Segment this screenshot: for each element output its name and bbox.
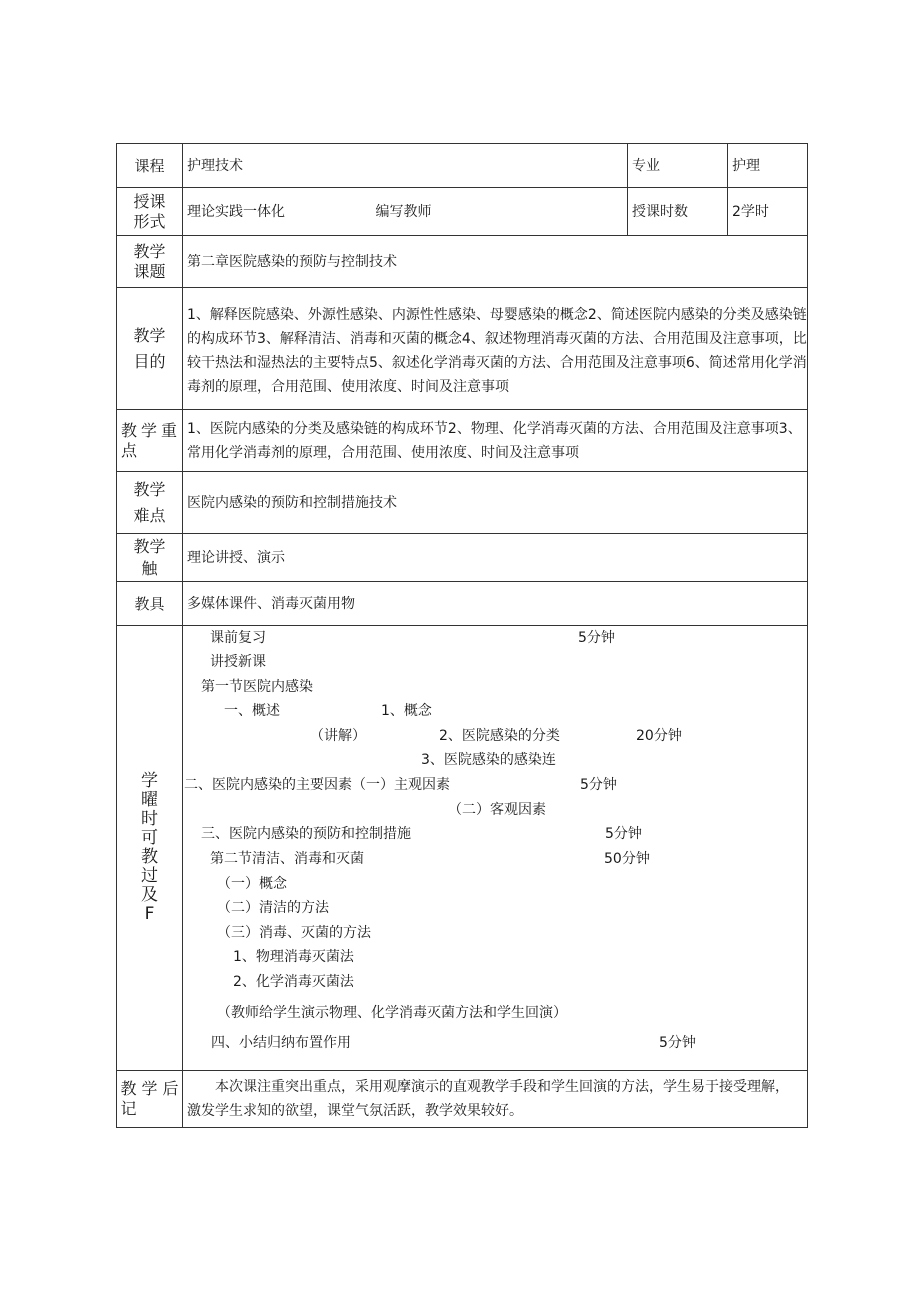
objectives-label: 教学目的 xyxy=(117,288,183,410)
process-line: 第一节医院内感染 xyxy=(201,679,313,695)
row-topic xyxy=(117,236,808,288)
process-line: 三、医院内感染的预防和控制措施 xyxy=(201,826,411,842)
process-line: 讲授新课 xyxy=(210,654,266,670)
process-time: 5分钟 xyxy=(580,777,617,793)
method-value: 理论讲授、演示 xyxy=(183,534,808,582)
objectives-value: 1、解释医院感染、外源性感染、内源性性感染、母婴感染的概念2、简述医院内感染的分类及感染链的构成环节3、解释清洁、消毒和灭菌的概念4、叙述物理消毒灭菌的方法、合用范围及注意事项，比较干热法和湿热法的主要特点5、叙述化学消毒灭菌的方法、合用范围及注意事项6、简述常用化学消毒剂的原理，合用范围、使用浓度、时间及注意事项 xyxy=(183,288,808,410)
row-process xyxy=(117,626,808,1071)
teacher-label: 编写教师 xyxy=(375,203,432,220)
process-line: 二、医院内感染的主要因素（一）主观因素 xyxy=(184,777,450,793)
topic-value: 第二章医院感染的预防与控制技术 xyxy=(183,236,808,288)
process-line: 3、医院感染的感染连 xyxy=(421,752,556,768)
process-line: （讲解） xyxy=(310,728,366,744)
course-value: 护理技术 xyxy=(183,144,628,188)
process-line: 四、小结归纳布置作用 xyxy=(211,1035,351,1051)
row-course xyxy=(117,144,808,188)
topic-label: 教学课题 xyxy=(117,236,183,288)
reflection-value: 本次课注重突出重点，采用观摩演示的直观教学手段和学生回演的方法，学生易于接受理解，激发学生求知的欲望，课堂气氛活跃，教学效果较好。 xyxy=(183,1071,808,1128)
process-line: 一、概述 xyxy=(224,703,280,719)
process-line: 2、化学消毒灭菌法 xyxy=(233,974,354,990)
format-value: 理论实践一体化 xyxy=(187,203,285,220)
process-time: 5分钟 xyxy=(605,826,642,842)
process-line: （二）清洁的方法 xyxy=(217,900,329,916)
row-key-points xyxy=(117,410,808,472)
major-label: 专业 xyxy=(628,144,728,188)
hours-label: 授课时数 xyxy=(628,188,728,236)
method-label: 教学触 xyxy=(117,534,183,582)
course-label: 课程 xyxy=(117,144,183,188)
process-line: 1、概念 xyxy=(381,703,432,719)
process-line: （三）消毒、灭菌的方法 xyxy=(217,925,371,941)
tools-value: 多媒体课件、消毒灭菌用物 xyxy=(183,582,808,626)
difficulty-value: 医院内感染的预防和控制措施技术 xyxy=(183,472,808,534)
process-line: （一）概念 xyxy=(217,876,287,892)
process-time: 20分钟 xyxy=(636,728,682,744)
major-value: 护理 xyxy=(728,144,808,188)
row-objectives xyxy=(117,288,808,410)
process-time: 50分钟 xyxy=(604,851,650,867)
process-line: 2、医院感染的分类 xyxy=(439,728,560,744)
reflection-label: 教学后记 xyxy=(117,1071,183,1128)
format-cell xyxy=(183,188,628,236)
hours-value: 2学时 xyxy=(728,188,808,236)
row-tools xyxy=(117,582,808,626)
key-points-label: 教学重点 xyxy=(117,410,183,472)
process-cell xyxy=(183,626,808,1071)
process-line: 1、物理消毒灭菌法 xyxy=(233,949,354,965)
row-difficulty xyxy=(117,472,808,534)
process-label: 学曜时可教过及F xyxy=(117,626,183,1071)
tools-label: 教具 xyxy=(117,582,183,626)
process-line: 第二节清洁、消毒和灭菌 xyxy=(210,851,364,867)
process-line: （二）客观因素 xyxy=(448,802,546,818)
difficulty-label: 教学难点 xyxy=(117,472,183,534)
format-label: 授课形式 xyxy=(117,188,183,236)
row-method xyxy=(117,534,808,582)
row-reflection xyxy=(117,1071,808,1128)
row-format xyxy=(117,188,808,236)
lesson-plan-table xyxy=(116,143,808,1128)
process-line: 课前复习 xyxy=(210,630,266,646)
key-points-value: 1、医院内感染的分类及感染链的构成环节2、物理、化学消毒灭菌的方法、合用范围及注意事项3、常用化学消毒剂的原理，合用范围、使用浓度、时间及注意事项 xyxy=(183,410,808,472)
process-time: 5分钟 xyxy=(659,1035,696,1051)
process-time: 5分钟 xyxy=(578,630,615,646)
process-line: （教师给学生演示物理、化学消毒灭菌方法和学生回演） xyxy=(217,1005,567,1021)
